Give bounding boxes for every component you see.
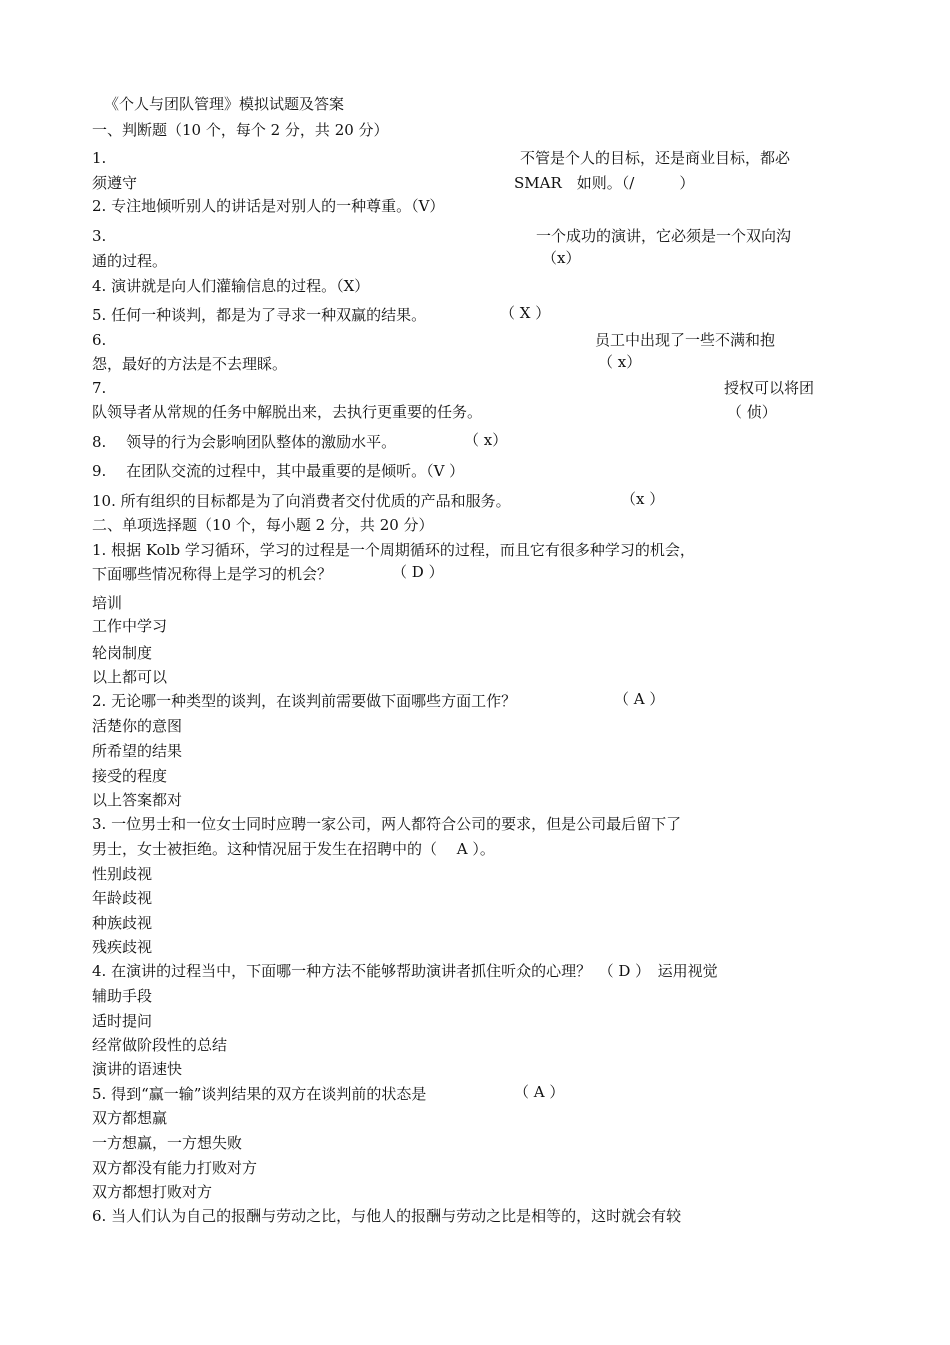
mc-q2-option: 活楚你的意图: [92, 717, 183, 735]
mc-q2-answer: （ A ）: [614, 690, 665, 708]
tf-q7-number: 7.: [92, 379, 107, 397]
tf-q6-text: 员工中出现了一些不满和抱: [595, 331, 776, 349]
mc-q4-option: 辅助手段: [92, 987, 153, 1005]
tf-q3-answer: （x）: [542, 249, 581, 267]
mc-q1-answer: （ D ）: [392, 563, 444, 581]
tf-q1-text: 不管是个人的目标，还是商业目标，都必: [520, 149, 791, 167]
mc-q5-line1: 5. 得到“赢一输”谈判结果的双方在谈判前的状态是: [92, 1085, 427, 1103]
mc-q5-answer: （ A ）: [514, 1083, 565, 1101]
mc-q4-line1: 4. 在演讲的过程当中，下面哪一种方法不能够帮助演讲者抓住听众的心理？ （ D ） 运用视觉: [92, 962, 718, 980]
mc-q1-option: 工作中学习: [92, 617, 168, 635]
tf-q3-number: 3.: [92, 227, 107, 245]
tf-q2: 2. 专注地倾听别人的讲话是对别人的一种尊重。（V）: [92, 197, 445, 215]
tf-q1-answer: SMAR 如则。（/ ）: [514, 174, 695, 192]
tf-q10: 10. 所有组织的目标都是为了向消费者交付优质的产品和服务。: [92, 492, 511, 510]
tf-q8: 8. 领导的行为会影响团队整体的激励水平。: [92, 433, 397, 451]
tf-q9: 9. 在团队交流的过程中，其中最重要的是倾听。（V ）: [92, 462, 465, 480]
mc-q5-option: 一方想赢，一方想失败: [92, 1134, 243, 1152]
tf-q6-answer: （ x）: [598, 353, 642, 371]
mc-q3-line2: 男士，女士被拒绝。这种情况屈于发生在招聘中的（ A ）。: [92, 840, 495, 858]
mc-q3-option: 性别歧视: [92, 865, 153, 883]
mc-q3-option: 年龄歧视: [92, 889, 153, 907]
mc-q3-option: 残疾歧视: [92, 938, 153, 956]
mc-q1-option: 培训: [92, 594, 123, 612]
document-title: 《个人与团队管理》模拟试题及答案: [104, 95, 345, 113]
mc-q5-option: 双方都没有能力打败对方: [92, 1159, 258, 1177]
section1-heading: 一、判断题（10 个，每个 2 分，共 20 分）: [92, 121, 389, 139]
tf-q5: 5. 任何一种谈判，都是为了寻求一种双赢的结果。: [92, 306, 427, 324]
tf-q7-answer: （ 侦）: [727, 403, 777, 421]
section2-heading: 二、单项选择题（10 个，每小题 2 分，共 20 分）: [92, 516, 434, 534]
tf-q3-text: 一个成功的演讲，它必须是一个双向沟: [536, 227, 792, 245]
tf-q7-text: 授权可以将团: [724, 379, 815, 397]
tf-q8-answer: （ x）: [464, 431, 508, 449]
mc-q4-option: 适时提问: [92, 1012, 153, 1030]
mc-q3-option: 种族歧视: [92, 914, 153, 932]
mc-q1-line2: 下面哪些情况称得上是学习的机会？: [92, 565, 333, 583]
mc-q5-option: 双方都想打败对方: [92, 1183, 213, 1201]
mc-q4-option: 经常做阶段性的总结: [92, 1036, 228, 1054]
tf-q10-answer: （x ）: [621, 490, 665, 508]
mc-q3-line1: 3. 一位男士和一位女士同时应聘一家公司，两人都符合公司的要求，但是公司最后留下了: [92, 815, 682, 833]
tf-q7-text-cont: 队领导者从常规的任务中解脱出来，去执行更重要的任务。: [92, 403, 483, 421]
mc-q4-option: 演讲的语速快: [92, 1060, 183, 1078]
mc-q2-option: 所希望的结果: [92, 742, 183, 760]
tf-q6-number: 6.: [92, 331, 107, 349]
tf-q1-text-cont: 须遵守: [92, 174, 138, 192]
mc-q1-option: 轮岗制度: [92, 644, 153, 662]
mc-q1-line1: 1. 根据 Kolb 学习循环，学习的过程是一个周期循环的过程，而且它有很多种学习的机会，: [92, 541, 695, 559]
mc-q5-option: 双方都想赢: [92, 1109, 168, 1127]
mc-q1-option: 以上都可以: [92, 668, 168, 686]
mc-q2-line1: 2. 无论哪一种类型的谈判，在谈判前需要做下面哪些方面工作？: [92, 692, 517, 710]
mc-q6-line1: 6. 当人们认为自己的报酬与劳动之比，与他人的报酬与劳动之比是相等的，这时就会有较: [92, 1207, 682, 1225]
tf-q3-text-cont: 通的过程。: [92, 252, 168, 270]
mc-q2-option: 接受的程度: [92, 767, 168, 785]
tf-q5-answer: （ X ）: [500, 304, 551, 322]
tf-q1-number: 1.: [92, 149, 107, 167]
mc-q2-option: 以上答案都对: [92, 791, 183, 809]
tf-q6-text-cont: 怨，最好的方法是不去理睬。: [92, 355, 288, 373]
tf-q4: 4. 演讲就是向人们灌输信息的过程。（X）: [92, 277, 370, 295]
